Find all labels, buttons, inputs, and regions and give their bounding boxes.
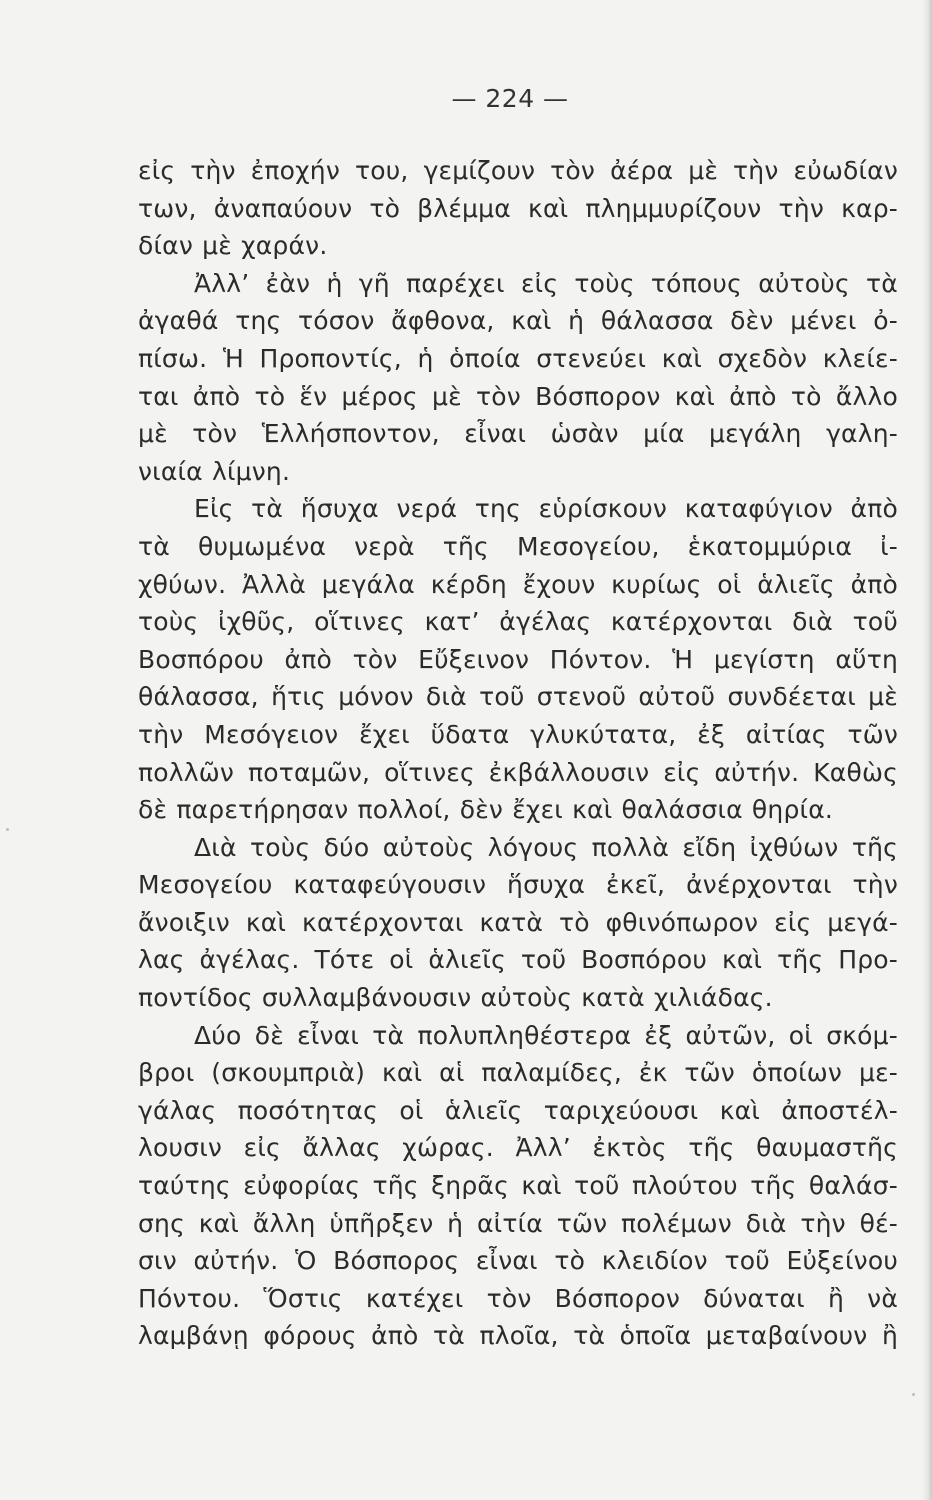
text-line: δὲ παρετήρησαν πολλοί, δὲν ἔχει καὶ θαλάσσια θηρία. <box>138 795 834 825</box>
page-number: — 224 — <box>451 84 569 113</box>
text-line: ἄνοιξιν καὶ κατέρχονται κατὰ τὸ φθινόπωρον εἰς μεγά- <box>138 907 898 937</box>
text-line: τὴν Μεσόγειον ἔχει ὕδατα γλυκύτατα, ἐξ αἰτίας τῶν <box>138 719 898 749</box>
text-line: λαμβάνῃ φόρους ἀπὸ τὰ πλοῖα, τὰ ὁποῖα μεταβαίνουν ἢ <box>138 1321 898 1351</box>
text-line: πίσω. Ἡ Προποντίς, ἡ ὁποία στενεύει καὶ σχεδὸν κλείε- <box>138 343 898 373</box>
text-line: Ἀλλ’ ἐὰν ἡ γῆ παρέχει εἰς τοὺς τόπους αὐτοὺς τὰ <box>194 268 898 298</box>
text-line: των, ἀναπαύουν τὸ βλέμμα καὶ πλημμυρίζουν τὴν καρ- <box>138 193 898 223</box>
text-line: τοὺς ἰχθῦς, οἵτινες κατ’ ἀγέλας κατέρχονται διὰ τοῦ <box>138 607 898 637</box>
text-line: Δύο δὲ εἶναι τὰ πολυπληθέστερα ἐξ αὐτῶν, οἱ σκόμ- <box>194 1020 898 1050</box>
text-line: μὲ τὸν Ἑλλήσποντον, εἶναι ὡσὰν μία μεγάλη γαλη- <box>138 419 898 449</box>
text-line: χθύων. Ἀλλὰ μεγάλα κέρδη ἔχουν κυρίως οἱ ἁλιεῖς ἀπὸ <box>138 569 898 599</box>
text-line: λας ἀγέλας. Τότε οἱ ἁλιεῖς τοῦ Βοσπόρου καὶ τῆς Προ- <box>138 945 898 975</box>
text-line: Εἰς τὰ ἥσυχα νερά της εὑρίσκουν καταφύγιον ἀπὸ <box>194 494 898 524</box>
text-line: ταύτης εὐφορίας τῆς ξηρᾶς καὶ τοῦ πλούτου τῆς θαλάσ- <box>138 1171 898 1201</box>
body-text <box>138 152 898 1355</box>
paper-speck <box>6 828 9 831</box>
text-line: σιν αὐτήν. Ὁ Βόσπορος εἶναι τὸ κλειδίον τοῦ Εὐξείνου <box>138 1246 898 1276</box>
text-line: σης καὶ ἄλλη ὑπῆρξεν ἡ αἰτία τῶν πολέμων διὰ τὴν θέ- <box>138 1208 898 1238</box>
text-line: λουσιν εἰς ἄλλας χώρας. Ἀλλ’ ἐκτὸς τῆς θαυμαστῆς <box>138 1133 898 1163</box>
text-line: εἰς τὴν ἐποχήν του, γεμίζουν τὸν ἀέρα μὲ τὴν εὐωδίαν <box>138 156 898 185</box>
text-line: πολλῶν ποταμῶν, οἵτινες ἐκβάλλουσιν εἰς αὐτήν. Καθὼς <box>138 757 898 787</box>
text-line: ται ἀπὸ τὸ ἕν μέρος μὲ τὸν Βόσπορον καὶ ἀπὸ τὸ ἄλλο <box>138 381 898 411</box>
text-line: δίαν μὲ χαράν. <box>138 231 328 261</box>
text-line: Διὰ τοὺς δύο αὐτοὺς λόγους πολλὰ εἴδη ἰχθύων τῆς <box>194 832 898 862</box>
text-line: Βοσπόρου ἀπὸ τὸν Εὔξεινον Πόντον. Ἡ μεγίστη αὕτη <box>138 644 898 674</box>
text-line: ποντίδος συλλαμβάνουσιν αὐτοὺς κατὰ χιλιάδας. <box>138 983 773 1013</box>
paper-speck <box>912 1393 915 1396</box>
text-line: Μεσογείου καταφεύγουσιν ἥσυχα ἐκεῖ, ἀνέρχονται τὴν <box>138 870 898 900</box>
text-line: γάλας ποσότητας οἱ ἁλιεῖς ταριχεύουσι καὶ ἀποστέλ- <box>138 1095 898 1125</box>
text-line: νιαία λίμνη. <box>138 456 291 486</box>
page-edge-shadow <box>922 0 932 1500</box>
text-line: τὰ θυμωμένα νερὰ τῆς Μεσογείου, ἑκατομμύρια ἰ- <box>138 531 898 561</box>
text-line: θάλασσα, ἥτις μόνον διὰ τοῦ στενοῦ αὐτοῦ συνδέεται μὲ <box>138 682 898 712</box>
text-line: ἀγαθά της τόσον ἄφθονα, καὶ ἡ θάλασσα δὲν μένει ὀ- <box>138 306 898 336</box>
text-line: βροι (σκουμπριὰ) καὶ αἱ παλαμίδες, ἐκ τῶν ὁποίων με- <box>138 1058 898 1088</box>
text-line: Πόντου. Ὅστις κατέχει τὸν Βόσπορον δύναται ἢ νὰ <box>138 1283 898 1313</box>
